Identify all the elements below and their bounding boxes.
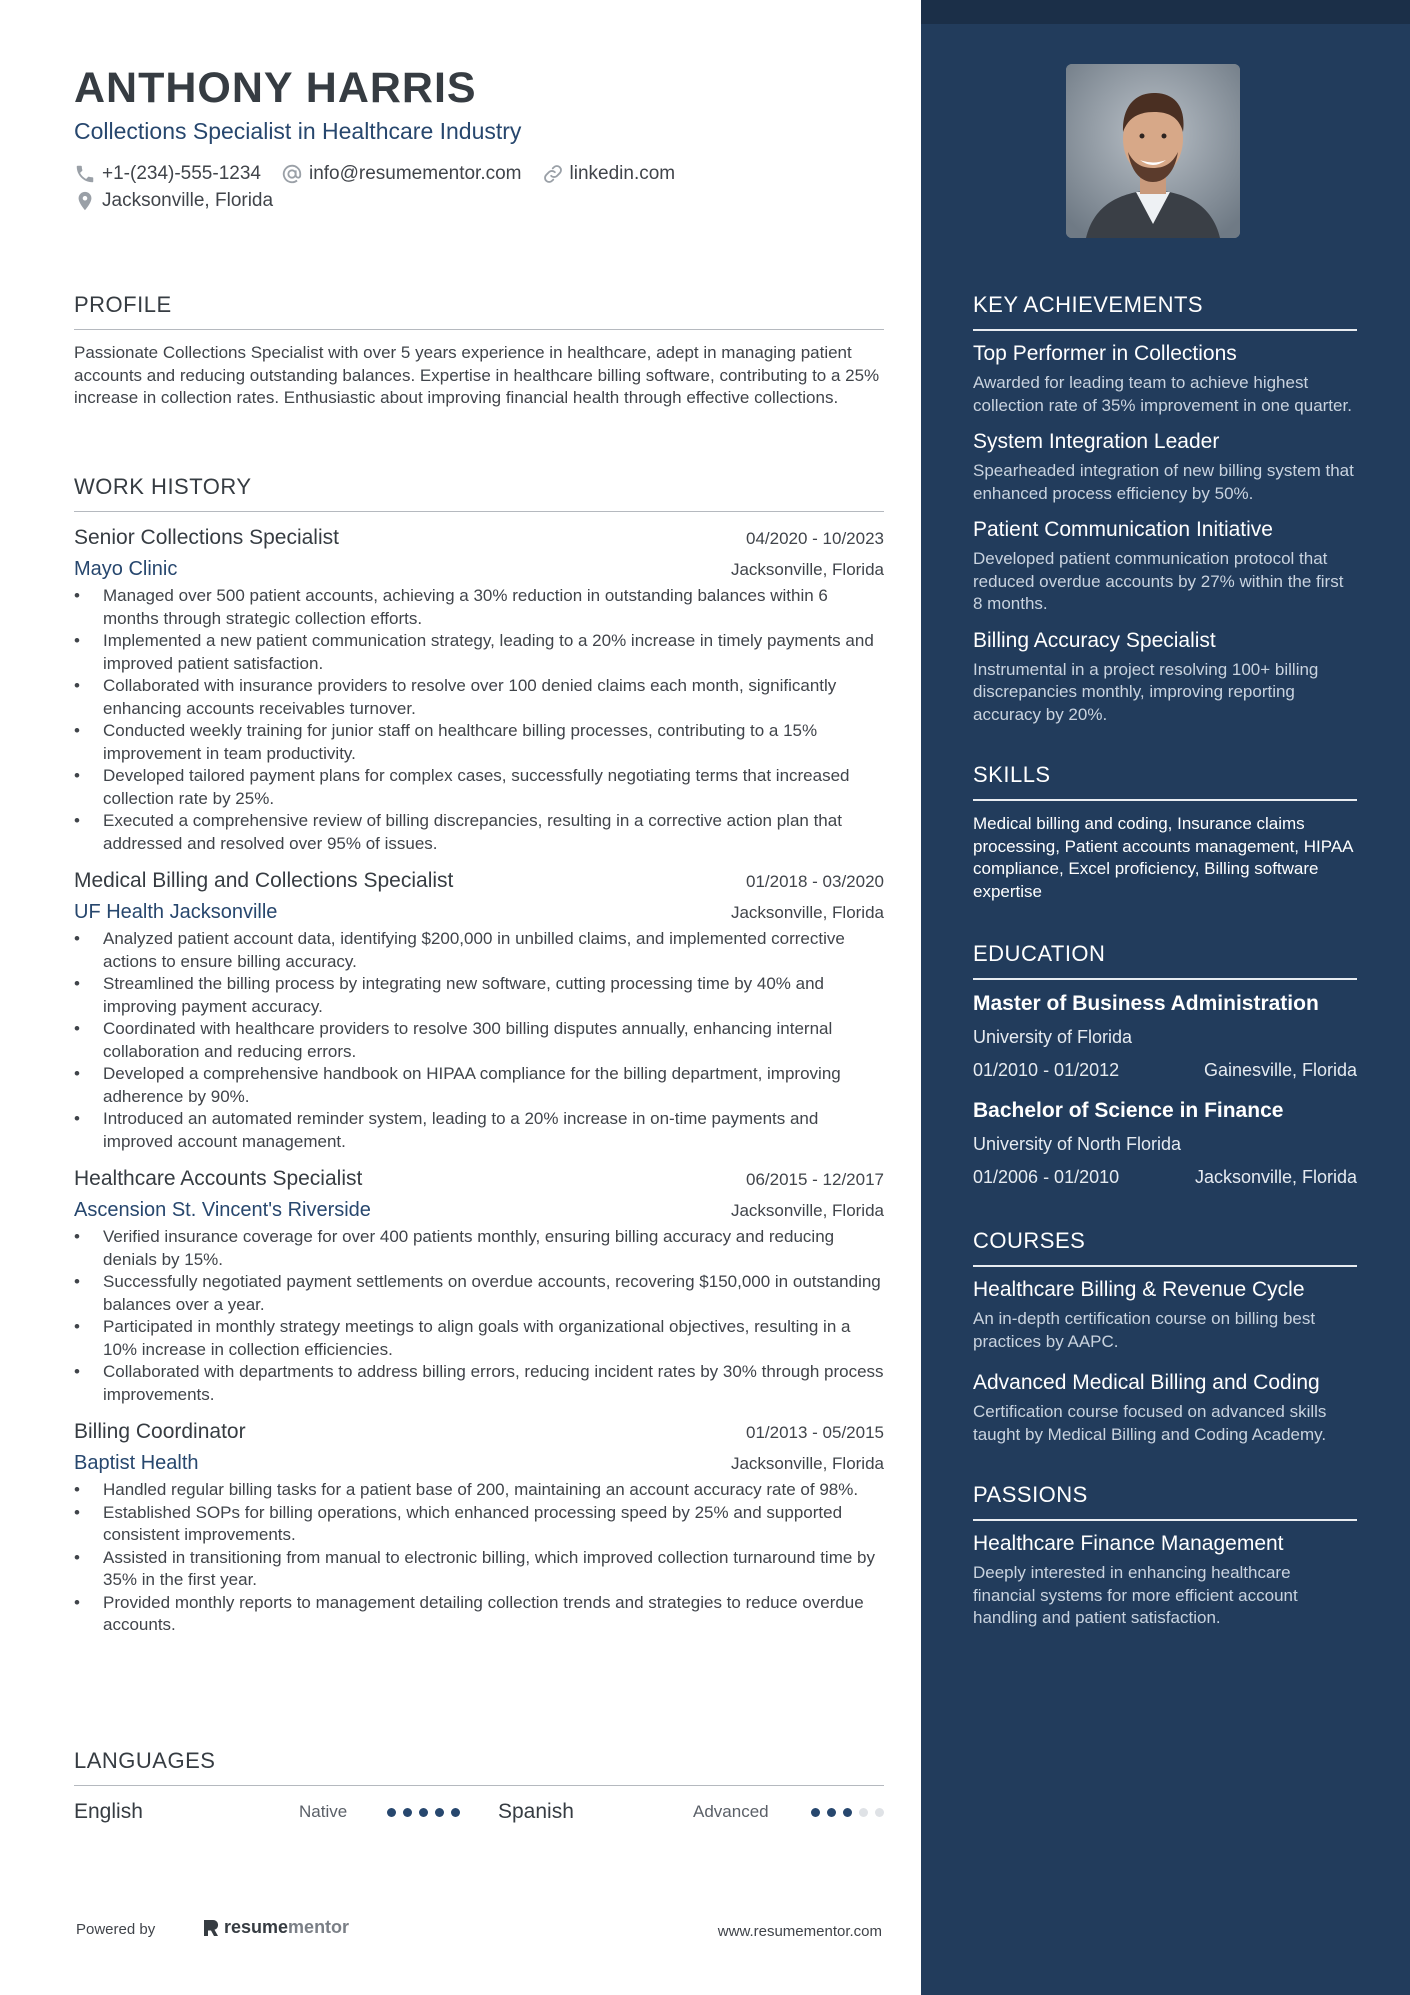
achievement-item bbox=[973, 340, 1357, 417]
job-bullet: • Streamlined the billing process by integrating new software, cutting processing time by 40% and improving payment accuracy. bbox=[74, 973, 884, 1018]
passion-title: Healthcare Finance Management bbox=[973, 1532, 1284, 1555]
job-bullet: • Analyzed patient account data, identifying $200,000 in unbilled claims, and implemented corrective actions to ensure billing accuracy. bbox=[74, 928, 884, 973]
course-title: Advanced Medical Billing and Coding bbox=[973, 1371, 1320, 1394]
job-bullet: • Collaborated with departments to address billing errors, reducing incident rates by 30% through process improvements. bbox=[74, 1361, 884, 1406]
phone-contact[interactable] bbox=[74, 163, 261, 185]
job-company: UF Health Jacksonville bbox=[74, 901, 278, 923]
languages-heading: LANGUAGES bbox=[74, 1748, 884, 1786]
achievements-section bbox=[973, 292, 1357, 726]
job-bullets bbox=[74, 928, 884, 1153]
languages-section bbox=[74, 1748, 884, 1826]
job-title: Medical Billing and Collections Specialist bbox=[74, 869, 454, 892]
course-description: Certification course focused on advanced skills taught by Medical Billing and Coding Academy. bbox=[973, 1402, 1327, 1444]
job-entry bbox=[74, 1420, 884, 1637]
skills-heading: SKILLS bbox=[973, 762, 1357, 801]
link-icon bbox=[542, 163, 564, 185]
achievement-description: Developed patient communication protocol that reduced overdue accounts by 27% within the first 8 months. bbox=[973, 549, 1344, 613]
achievement-description: Awarded for leading team to achieve highest collection rate of 35% improvement in one quarter. bbox=[973, 373, 1352, 415]
profile-heading: PROFILE bbox=[74, 292, 884, 330]
job-bullet: • Managed over 500 patient accounts, achieving a 30% reduction in outstanding balances within 6 months through strategic collection efforts. bbox=[74, 585, 884, 630]
education-location: Jacksonville, Florida bbox=[1194, 1167, 1357, 1187]
achievement-description: Instrumental in a project resolving 100+ billing discrepancies monthly, improving reporting accuracy by 20%. bbox=[973, 659, 1319, 724]
rating-dot-filled bbox=[419, 1808, 428, 1817]
contact-info bbox=[74, 160, 884, 214]
profile-summary: Passionate Collections Specialist with over 5 years experience in healthcare, adept in managing patient accounts and reducing outstanding balances. Expertise in healthcare billing software, contributing to a 25% increase in collection rates. Enthusiastic about improving financial health through effective collections. bbox=[74, 343, 880, 407]
education-school: University of Florida bbox=[973, 1027, 1133, 1047]
education-degree: Master of Business Administration bbox=[973, 992, 1319, 1015]
job-title: Senior Collections Specialist bbox=[74, 526, 339, 549]
achievement-title: Top Performer in Collections bbox=[973, 342, 1237, 365]
brand-logo[interactable] bbox=[202, 1917, 349, 1938]
resumementor-logo-icon bbox=[202, 1918, 220, 1938]
job-bullet: • Introduced an automated reminder system, leading to a 20% increase in on-time payments and improved account management. bbox=[74, 1108, 884, 1153]
achievement-item bbox=[973, 516, 1357, 616]
candidate-name: ANTHONY HARRIS bbox=[74, 64, 477, 112]
language-name: Spanish bbox=[498, 1800, 574, 1823]
education-item bbox=[973, 1097, 1357, 1188]
location-pin-icon bbox=[74, 190, 96, 212]
email-contact[interactable] bbox=[281, 163, 522, 185]
job-bullet: • Verified insurance coverage for over 400 patients monthly, ensuring billing accuracy and reducing denials by 15%. bbox=[74, 1226, 884, 1271]
powered-by-label: Powered by bbox=[76, 1921, 156, 1938]
linkedin-contact[interactable] bbox=[542, 163, 676, 185]
job-dates: 01/2018 - 03/2020 bbox=[745, 872, 884, 891]
sidebar-content bbox=[973, 292, 1357, 1630]
phone-text: +1-(234)-555-1234 bbox=[102, 162, 261, 184]
passion-item bbox=[973, 1530, 1357, 1630]
education-heading: EDUCATION bbox=[973, 941, 1357, 980]
rating-dot-filled bbox=[403, 1808, 412, 1817]
profile-photo bbox=[1066, 64, 1240, 238]
phone-icon bbox=[74, 163, 96, 185]
profile-section bbox=[74, 292, 884, 410]
job-location: Jacksonville, Florida bbox=[730, 1454, 884, 1473]
job-company: Ascension St. Vincent's Riverside bbox=[74, 1199, 371, 1221]
achievement-description: Spearheaded integration of new billing system that enhanced process efficiency by 50%. bbox=[973, 461, 1354, 503]
skills-section bbox=[973, 762, 1357, 903]
job-company: Mayo Clinic bbox=[74, 558, 178, 580]
job-location: Jacksonville, Florida bbox=[730, 903, 884, 922]
brand-name-bold: resume bbox=[224, 1917, 289, 1937]
job-dates: 04/2020 - 10/2023 bbox=[745, 529, 884, 548]
sidebar bbox=[921, 0, 1410, 1995]
linkedin-text: linkedin.com bbox=[569, 162, 676, 184]
job-bullets bbox=[74, 585, 884, 855]
language-rating bbox=[811, 1798, 891, 1826]
job-bullet: • Developed a comprehensive handbook on HIPAA compliance for the billing department, improving adherence by 90%. bbox=[74, 1063, 884, 1108]
job-bullet: • Successfully negotiated payment settlements on overdue accounts, recovering $150,000 in outstanding balances over a year. bbox=[74, 1271, 884, 1316]
job-bullet: • Developed tailored payment plans for complex cases, successfully negotiating terms that increased collection rate by 25%. bbox=[74, 765, 884, 810]
work-history-heading: WORK HISTORY bbox=[74, 474, 884, 512]
location-text: Jacksonville, Florida bbox=[102, 189, 274, 211]
education-school: University of North Florida bbox=[973, 1134, 1182, 1154]
at-icon bbox=[281, 163, 303, 185]
rating-dot-filled bbox=[451, 1808, 460, 1817]
job-bullet: • Assisted in transitioning from manual to electronic billing, which improved collection turnaround time by 35% in the first year. bbox=[74, 1547, 884, 1592]
job-title: Healthcare Accounts Specialist bbox=[74, 1167, 363, 1190]
job-location: Jacksonville, Florida bbox=[730, 560, 884, 579]
job-title: Billing Coordinator bbox=[74, 1420, 246, 1443]
courses-section bbox=[973, 1228, 1357, 1446]
email-text: info@resumementor.com bbox=[308, 162, 522, 184]
rating-dot-empty bbox=[875, 1808, 884, 1817]
rating-dot-filled bbox=[843, 1808, 852, 1817]
language-level: Advanced bbox=[693, 1802, 769, 1821]
job-bullet: • Executed a comprehensive review of billing discrepancies, resulting in a corrective action plan that addressed and resolved over 95% of issues. bbox=[74, 810, 884, 855]
job-bullet: • Handled regular billing tasks for a patient base of 200, maintaining an account accuracy rate of 98%. bbox=[74, 1479, 884, 1502]
candidate-headline: Collections Specialist in Healthcare Industry bbox=[74, 118, 522, 144]
rating-dot-empty bbox=[859, 1808, 868, 1817]
job-bullet: • Implemented a new patient communication strategy, leading to a 20% increase in timely payments and improved patient satisfaction. bbox=[74, 630, 884, 675]
job-company: Baptist Health bbox=[74, 1452, 199, 1474]
job-dates: 01/2013 - 05/2015 bbox=[745, 1423, 884, 1442]
passions-section bbox=[973, 1482, 1357, 1630]
job-entry bbox=[74, 869, 884, 1153]
education-section bbox=[973, 941, 1357, 1188]
job-bullet: • Established SOPs for billing operations, which enhanced processing speed by 25% and supported consistent improvements. bbox=[74, 1502, 884, 1547]
rating-dot-filled bbox=[387, 1808, 396, 1817]
job-bullet: • Provided monthly reports to management detailing collection trends and strategies to reduce overdue accounts. bbox=[74, 1592, 884, 1637]
job-bullets bbox=[74, 1479, 884, 1637]
language-rating bbox=[387, 1798, 467, 1826]
skills-list: Medical billing and coding, Insurance claims processing, Patient accounts management, HIPAA compliance, Excel proficiency, Billing software expertise bbox=[973, 814, 1353, 901]
course-item bbox=[973, 1369, 1357, 1446]
course-item bbox=[973, 1276, 1357, 1353]
achievement-title: System Integration Leader bbox=[973, 430, 1220, 453]
education-location: Gainesville, Florida bbox=[1203, 1060, 1357, 1080]
job-bullet: • Coordinated with healthcare providers to resolve 300 billing disputes annually, enhancing internal collaboration and reducing errors. bbox=[74, 1018, 884, 1063]
achievements-heading: KEY ACHIEVEMENTS bbox=[973, 292, 1357, 331]
location-contact bbox=[74, 190, 273, 212]
work-history-section bbox=[74, 474, 884, 1637]
rating-dot-filled bbox=[435, 1808, 444, 1817]
education-dates: 01/2010 - 01/2012 bbox=[973, 1060, 1120, 1080]
languages-row bbox=[74, 1798, 884, 1826]
job-bullet: • Conducted weekly training for junior staff on healthcare billing processes, contributing to a 15% improvement in team productivity. bbox=[74, 720, 884, 765]
job-bullet: • Participated in monthly strategy meetings to align goals with organizational objectives, resulting in a 10% increase in collection efficiencies. bbox=[74, 1316, 884, 1361]
achievement-title: Patient Communication Initiative bbox=[973, 518, 1273, 541]
rating-dot-filled bbox=[811, 1808, 820, 1817]
education-dates: 01/2006 - 01/2010 bbox=[973, 1167, 1120, 1187]
education-item bbox=[973, 990, 1357, 1081]
job-location: Jacksonville, Florida bbox=[730, 1201, 884, 1220]
language-name: English bbox=[74, 1800, 143, 1823]
job-dates: 06/2015 - 12/2017 bbox=[745, 1170, 884, 1189]
website-link[interactable]: www.resumementor.com bbox=[717, 1923, 882, 1940]
sidebar-top-bar bbox=[921, 0, 1410, 24]
passions-heading: PASSIONS bbox=[973, 1482, 1357, 1521]
footer bbox=[76, 1917, 882, 1945]
job-entry bbox=[74, 1167, 884, 1406]
course-title: Healthcare Billing & Revenue Cycle bbox=[973, 1278, 1305, 1301]
course-description: An in-depth certification course on billing best practices by AAPC. bbox=[973, 1309, 1316, 1351]
education-degree: Bachelor of Science in Finance bbox=[973, 1099, 1284, 1122]
job-bullets bbox=[74, 1226, 884, 1406]
achievement-item bbox=[973, 428, 1357, 505]
job-bullet: • Collaborated with insurance providers to resolve over 100 denied claims each month, significantly enhancing accounts receivables turnover. bbox=[74, 675, 884, 720]
rating-dot-filled bbox=[827, 1808, 836, 1817]
passion-description: Deeply interested in enhancing healthcare financial systems for more efficient account handling and patient satisfaction. bbox=[973, 1563, 1298, 1627]
achievement-item bbox=[973, 627, 1357, 727]
job-entry bbox=[74, 526, 884, 855]
courses-heading: COURSES bbox=[973, 1228, 1357, 1267]
achievement-title: Billing Accuracy Specialist bbox=[973, 628, 1216, 652]
language-level: Native bbox=[299, 1802, 348, 1821]
brand-name-light: mentor bbox=[288, 1917, 350, 1937]
